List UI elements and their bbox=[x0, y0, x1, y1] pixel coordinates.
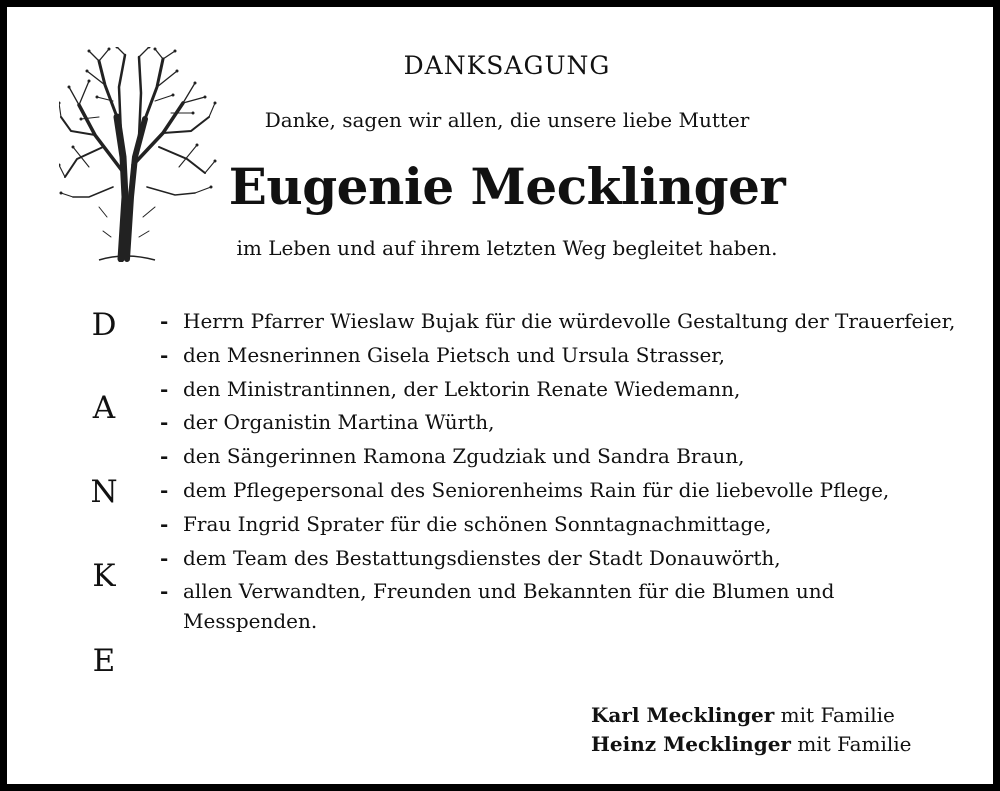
side-letter-a: A bbox=[92, 390, 116, 426]
dash-bullet: - bbox=[160, 511, 169, 536]
list-item-text: den Mesnerinnen Gisela Pietsch und Ursula Strasser, bbox=[183, 342, 726, 367]
signer-name: Heinz Mecklinger bbox=[591, 732, 791, 756]
list-item-text: dem Team des Bestattungsdienstes der Stadt Donauwörth, bbox=[183, 545, 781, 570]
signer-suffix: mit Familie bbox=[790, 732, 912, 756]
deceased-name: Eugenie Mecklinger bbox=[228, 157, 786, 216]
list-item bbox=[157, 307, 957, 337]
list-item bbox=[157, 510, 957, 540]
dash-bullet: - bbox=[160, 342, 169, 367]
notice-title: DANKSAGUNG bbox=[403, 51, 611, 80]
side-letter-k: K bbox=[92, 558, 116, 594]
dash-bullet: - bbox=[160, 545, 169, 570]
list-item bbox=[157, 476, 957, 506]
dash-bullet: - bbox=[160, 376, 169, 401]
dash-bullet: - bbox=[160, 579, 169, 604]
list-item bbox=[157, 577, 957, 636]
dash-bullet: - bbox=[160, 477, 169, 502]
list-item bbox=[157, 544, 957, 574]
list-item-text: allen Verwandten, Freunden und Bekannten für die Blumen und Messpenden. bbox=[183, 579, 835, 633]
list-item-text: Frau Ingrid Sprater für die schönen Sonntagnachmittage, bbox=[183, 511, 772, 536]
list-item-text: dem Pflegepersonal des Seniorenheims Rain für die liebevolle Pflege, bbox=[183, 477, 890, 502]
list-item bbox=[157, 408, 957, 438]
side-letter-n: N bbox=[90, 474, 118, 510]
signature-line bbox=[591, 701, 912, 730]
signer-name: Karl Mecklinger bbox=[591, 703, 775, 727]
outro-line: im Leben und auf ihrem letzten Weg begleitet haben. bbox=[236, 236, 778, 260]
list-item bbox=[157, 442, 957, 472]
list-item bbox=[157, 375, 957, 405]
dash-bullet: - bbox=[160, 309, 169, 333]
side-letter-d: D bbox=[91, 307, 117, 343]
list-item bbox=[157, 341, 957, 371]
signer-suffix: mit Familie bbox=[774, 703, 895, 727]
list-item-text: den Sängerinnen Ramona Zgudziak und Sandra Braun, bbox=[183, 444, 745, 469]
thanks-list bbox=[157, 307, 957, 641]
dash-bullet: - bbox=[160, 444, 169, 469]
intro-line: Danke, sagen wir allen, die unsere liebe Mutter bbox=[264, 108, 750, 132]
list-item-text: Herrn Pfarrer Wieslaw Bujak für die würdevolle Gestaltung der Trauerfeier, bbox=[183, 309, 956, 333]
signature-line bbox=[591, 730, 912, 759]
dash-bullet: - bbox=[160, 410, 169, 435]
signatures bbox=[591, 701, 912, 759]
list-item-text: der Organistin Martina Würth, bbox=[183, 410, 495, 435]
side-letter-e: E bbox=[92, 643, 116, 679]
list-item-text: den Ministrantinnen, der Lektorin Renate Wiedemann, bbox=[183, 376, 741, 401]
